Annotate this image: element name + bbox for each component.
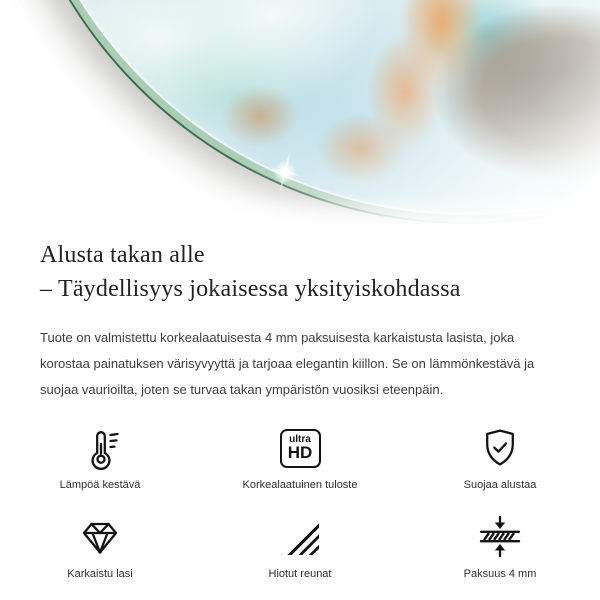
- diamond-icon: [78, 515, 122, 559]
- ultra-hd-icon: [280, 426, 321, 470]
- feature-label: Lämpöä kestävä: [59, 479, 141, 491]
- feature-thickness: [400, 515, 600, 580]
- feature-tempered-glass: [0, 515, 200, 580]
- section-title: [40, 238, 560, 306]
- product-description-text: Tuote on valmistettu korkealaatuisesta 4 mm paksuisesta karkaistusta lasista, joka korostaa painatuksen värisyvyyttä ja tarjoaa elegantin kiillon. Se on lämmönkestävä ja suojaa vaurioilta, joten se turvaa takan ympäristön vuosiksi eteenpäin.: [40, 330, 535, 397]
- description-block: [0, 230, 600, 403]
- shield-check-icon: [478, 426, 522, 470]
- hero-bottom-fade: [0, 194, 600, 230]
- feature-label: Suojaa alustaa: [463, 479, 537, 491]
- feature-polished-edges: [200, 515, 400, 580]
- section-title-line2: – Täydellisyys jokaisessa yksityiskohdassa: [40, 276, 461, 302]
- feature-heat-resistant: [0, 426, 200, 491]
- ultra-hd-badge-top: ultra: [289, 434, 311, 445]
- feature-grid: [0, 426, 600, 580]
- feature-label: Paksuus 4 mm: [463, 568, 537, 580]
- polished-edges-icon: [281, 515, 319, 559]
- ultra-hd-badge-bottom: HD: [287, 443, 313, 462]
- hero-product-image: [0, 0, 600, 230]
- feature-label: Korkealaatuinen tuloste: [242, 479, 358, 491]
- section-title-line1: Alusta takan alle: [40, 242, 205, 268]
- feature-label: Karkaistu lasi: [67, 568, 133, 580]
- thermometer-icon: [78, 426, 122, 470]
- feature-protects-surface: [400, 426, 600, 491]
- thickness-icon: [478, 515, 522, 559]
- feature-label: Hiotut reunat: [268, 568, 332, 580]
- feature-print-quality: [200, 426, 400, 491]
